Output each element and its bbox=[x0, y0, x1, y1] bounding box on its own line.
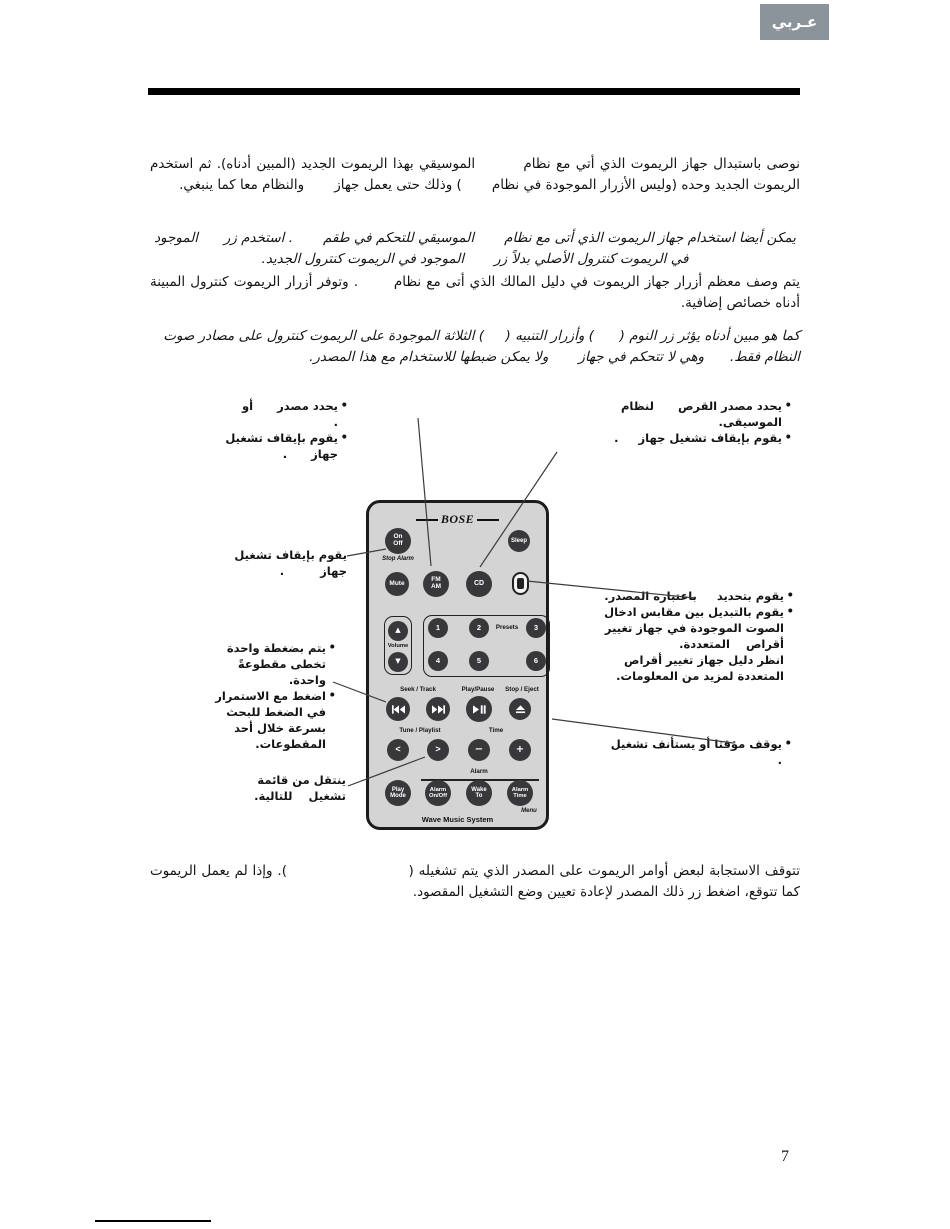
plus-icon: + bbox=[515, 743, 525, 755]
volume-label: Volume bbox=[387, 643, 409, 649]
fm-label: FM bbox=[431, 576, 441, 584]
aux-source-icon bbox=[517, 578, 524, 589]
callout-item: • يقوم بإيقاف تشغيل جهاز . bbox=[612, 430, 792, 446]
am-label: AM bbox=[430, 583, 442, 590]
callout-fm-am-list bbox=[220, 398, 348, 462]
preset-3-button[interactable]: 3 bbox=[526, 618, 546, 638]
preset-1-button[interactable]: 1 bbox=[428, 618, 448, 638]
language-tab-label: عـربي bbox=[771, 13, 818, 31]
callout-tune-playlist: ينتقل من قائمة تشغيل للتالية. bbox=[254, 773, 346, 803]
callout-fm-am bbox=[220, 398, 348, 462]
time-plus-button[interactable] bbox=[509, 739, 531, 761]
eject-icon bbox=[515, 705, 526, 714]
callout-aux bbox=[596, 588, 794, 684]
alarm-time-label-1: Alarm bbox=[511, 786, 529, 793]
callout-aux-list bbox=[596, 588, 794, 652]
menu-label: Menu bbox=[521, 808, 537, 814]
tune-forward-icon: > bbox=[435, 744, 441, 755]
intro-paragraph: نوصى باستبدال جهاز الريموت الذي أتي مع نظام الموسيقي بهذا الريموت الجديد (المبين أدناه). ثم استخدم الريموت الجديد وحده (وليس الأزرار الموجودة في نظام ) وذلك حتى يعمل جهاز والنظام معا كما ينبغي. bbox=[150, 156, 800, 193]
callout-cd bbox=[612, 398, 792, 446]
callout-aux-note: انظر دليل جهاز تغيير أقراص المتعددة لمزيد من المعلومات. bbox=[611, 653, 784, 683]
play-mode-label-1: Play bbox=[391, 786, 405, 793]
callout-play-pause bbox=[596, 736, 792, 768]
callout-seek-track bbox=[200, 640, 336, 752]
skip-forward-icon bbox=[432, 705, 445, 714]
callout-item: • يقوم بتحديد باعتباره المصدر. bbox=[596, 588, 794, 604]
seek-track-label: Seek / Track bbox=[400, 686, 436, 693]
volume-up-button[interactable] bbox=[388, 621, 408, 641]
presets-label: Presets bbox=[495, 624, 519, 631]
time-minus-button[interactable] bbox=[468, 739, 490, 761]
preset-5-button[interactable]: 5 bbox=[469, 651, 489, 671]
time-label: Time bbox=[488, 727, 504, 734]
alarm-on-off-label-2: On/Off bbox=[428, 793, 448, 799]
preset-6-button[interactable]: 6 bbox=[526, 651, 546, 671]
note-paragraph: يمكن أيضا استخدام جهاز الريموت الذي أتى مع نظام الموسيقي للتحكم في طقم . استخدم زر الموجود في الريموت كنترول الأصلي بدلاً زر الموجود في الريموت كنترول الجديد. bbox=[154, 230, 796, 267]
callout-item: • يحدد مصدر أو . bbox=[220, 398, 348, 430]
tune-playlist-label: Tune / Playlist bbox=[399, 727, 441, 734]
play-pause-label: Play/Pause bbox=[461, 686, 495, 693]
logo-line-left bbox=[416, 519, 438, 521]
bose-logo bbox=[369, 512, 546, 527]
skip-forward-button[interactable] bbox=[426, 697, 450, 721]
cd-button[interactable]: CD bbox=[466, 571, 492, 597]
language-tab[interactable] bbox=[760, 4, 829, 40]
play-mode-label-2: Mode bbox=[390, 793, 406, 799]
callout-item: • يقوم بإيقاف تشغيل جهاز . bbox=[220, 430, 348, 462]
volume-down-icon: ▼ bbox=[395, 657, 401, 666]
callout-item: • يحدد مصدر القرص لنظام الموسيقى. bbox=[612, 398, 792, 430]
stop-eject-button[interactable] bbox=[509, 698, 531, 720]
sleep-button[interactable]: Sleep bbox=[508, 530, 530, 552]
aux-source-button[interactable] bbox=[512, 572, 529, 595]
play-pause-icon bbox=[473, 705, 486, 714]
callout-item: • اضغط مع الاستمرار في الضغط للبحث بسرعة خلال أحد المقطوعات. bbox=[200, 688, 336, 752]
sleep-alarm-note-paragraph: كما هو مبين أدناه يؤثر زر النوم ( ) وأزرار التنبيه ( ) الثلاثة الموجودة على الريموت كنترول على مصادر صوت النظام فقط. وهي لا تتحكم في جهاز ولا يمكن ضبطها للاستخدام مع هذا المصدر. bbox=[163, 328, 800, 365]
closing-paragraph: تتوقف الاستجابة لبعض أوامر الريموت على المصدر الذي يتم تشغيله ( ). وإذا لم يعمل الريموت كما تتوقع، اضغط زر ذلك المصدر لإعادة تعيين وضع التشغيل المقصود. bbox=[150, 863, 800, 900]
volume-up-icon: ▲ bbox=[395, 626, 401, 635]
callout-seek-list bbox=[200, 640, 336, 752]
callout-item: • يتم بضغطة واحدة تخطى مقطوعةً واحدة. bbox=[200, 640, 336, 688]
alarm-label: Alarm bbox=[470, 768, 488, 775]
skip-back-icon bbox=[392, 705, 405, 714]
remote-control-illustration bbox=[366, 500, 549, 830]
wake-to-label-1: Wake bbox=[471, 786, 487, 793]
callout-item: • يوقف مؤقتا أو يستأنف تشغيل . bbox=[596, 736, 792, 768]
remote-footer-label: Wave Music System bbox=[421, 815, 494, 824]
alarm-time-button[interactable] bbox=[507, 780, 533, 806]
stop-eject-label: Stop / Eject bbox=[505, 686, 539, 693]
brand-name: BOSE bbox=[440, 512, 475, 526]
volume-down-button[interactable] bbox=[388, 652, 408, 672]
skip-back-button[interactable] bbox=[386, 697, 410, 721]
fm-am-button[interactable] bbox=[423, 571, 449, 597]
page-number: 7 bbox=[781, 1148, 789, 1165]
alarm-on-off-button[interactable] bbox=[425, 780, 451, 806]
tune-forward-button[interactable] bbox=[427, 739, 449, 761]
play-pause-button[interactable] bbox=[466, 696, 492, 722]
callout-cd-list bbox=[612, 398, 792, 446]
footer-rule bbox=[95, 1220, 211, 1222]
alarm-time-label-2: Time bbox=[513, 793, 527, 799]
callout-play-list bbox=[596, 736, 792, 768]
preset-4-button[interactable]: 4 bbox=[428, 651, 448, 671]
wake-to-label-2: To bbox=[475, 793, 483, 799]
on-off-button[interactable] bbox=[385, 528, 411, 554]
mute-button[interactable]: Mute bbox=[385, 572, 409, 596]
stop-alarm-label: Stop Alarm bbox=[382, 556, 414, 562]
play-mode-button[interactable] bbox=[385, 780, 411, 806]
wake-to-button[interactable] bbox=[466, 780, 492, 806]
tune-back-icon: < bbox=[395, 744, 401, 755]
description-paragraph: يتم وصف معظم أزرار جهاز الريموت في دليل المالك الذي أتى مع نظام . وتوفر أزرار الريموت كنترول المبينة أدناه خصائص إضافية. bbox=[150, 274, 800, 311]
logo-line-right bbox=[477, 519, 499, 521]
callout-on-off: يقوم بإيقاف تشغيل جهاز . bbox=[234, 548, 347, 578]
preset-2-button[interactable]: 2 bbox=[469, 618, 489, 638]
off-label: Off bbox=[393, 540, 403, 547]
top-rule bbox=[148, 88, 800, 95]
alarm-on-off-label-1: Alarm bbox=[429, 786, 447, 793]
tune-back-button[interactable] bbox=[387, 739, 409, 761]
callout-item: • يقوم بالتبديل بين مقابس ادخال الصوت الموجودة في جهاز تغيير أقراص المتعددة. bbox=[596, 604, 794, 652]
on-label: On bbox=[393, 533, 403, 541]
minus-icon: − bbox=[474, 743, 484, 755]
